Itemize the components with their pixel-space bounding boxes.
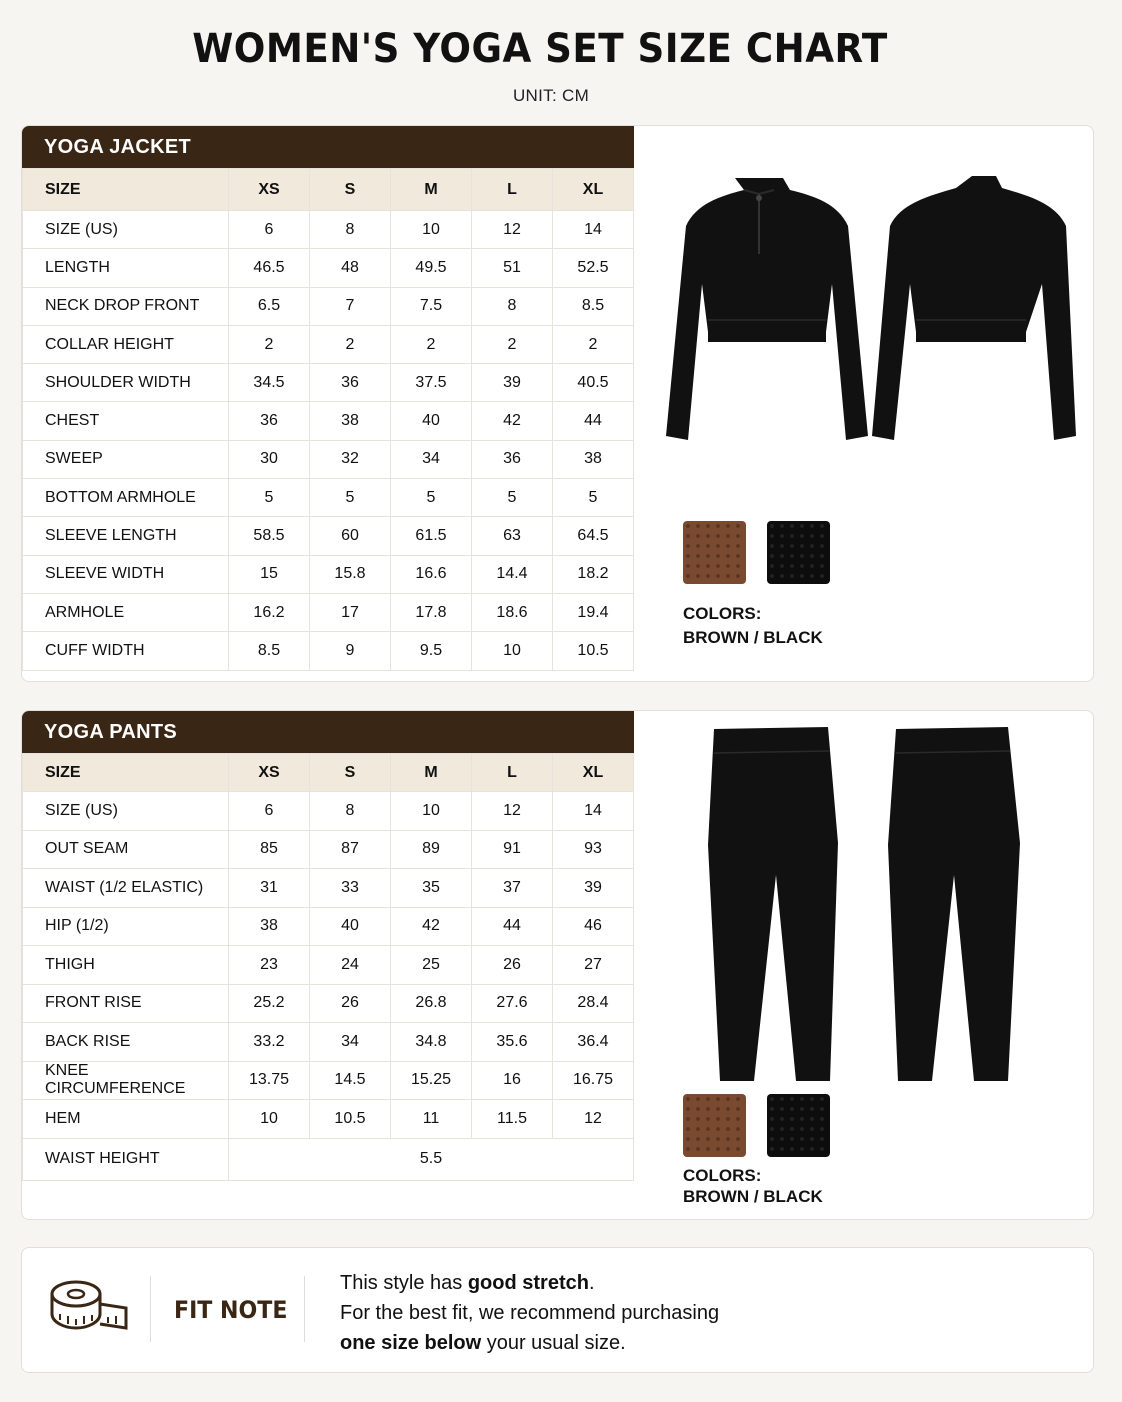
size-header-cell: XL (553, 169, 634, 211)
pants-size-table (22, 753, 634, 1181)
colors-value: BROWN / BLACK (683, 1187, 823, 1206)
table-cell: 35 (391, 869, 472, 908)
table-cell: 15.8 (310, 555, 391, 593)
table-cell: 25.2 (229, 984, 310, 1023)
table-cell: 8.5 (229, 632, 310, 670)
pants-back-image (884, 725, 1024, 1085)
colors-label: COLORS: (683, 1166, 762, 1185)
table-cell: 39 (472, 364, 553, 402)
table-cell: 42 (472, 402, 553, 440)
size-header-cell: M (391, 754, 472, 792)
pants-heading: YOGA PANTS (22, 711, 634, 753)
note-emphasis: good stretch (467, 1272, 589, 1294)
note-emphasis: one size below (340, 1332, 482, 1354)
table-cell: 2 (472, 325, 553, 363)
table-cell: 32 (310, 440, 391, 478)
table-cell: 36 (472, 440, 553, 478)
row-label: SWEEP (23, 440, 229, 478)
table-cell: 34.8 (391, 1023, 472, 1062)
jacket-colors (683, 602, 823, 650)
table-cell: 12 (472, 792, 553, 831)
table-row (23, 517, 634, 555)
table-row (23, 1061, 634, 1100)
table-cell: 17 (310, 593, 391, 631)
table-cell: 8 (472, 287, 553, 325)
table-cell: 37.5 (391, 364, 472, 402)
row-label: BOTTOM ARMHOLE (23, 479, 229, 517)
table-cell: 28.4 (553, 984, 634, 1023)
page-title: WOMEN'S YOGA SET SIZE CHART (192, 26, 888, 72)
row-label: SLEEVE LENGTH (23, 517, 229, 555)
table-cell: 11.5 (472, 1100, 553, 1139)
table-cell: 18.2 (553, 555, 634, 593)
table-cell: 5 (310, 479, 391, 517)
jacket-back-image (870, 174, 1094, 446)
table-cell: 46.5 (229, 249, 310, 287)
table-row (23, 364, 634, 402)
table-cell: 37 (472, 869, 553, 908)
table-cell: 61.5 (391, 517, 472, 555)
table-cell: 18.6 (472, 593, 553, 631)
jacket-heading: YOGA JACKET (22, 126, 634, 168)
table-cell: 12 (553, 1100, 634, 1139)
table-cell: 8.5 (553, 287, 634, 325)
fit-note-label: FIT NOTE (174, 1296, 288, 1324)
size-header-cell: S (310, 754, 391, 792)
table-cell: 58.5 (229, 517, 310, 555)
unit-label: UNIT: CM (512, 86, 590, 105)
table-cell: 5 (472, 479, 553, 517)
table-cell: 42 (391, 907, 472, 946)
table-cell: 16.2 (229, 593, 310, 631)
table-cell: 38 (553, 440, 634, 478)
table-cell: 6 (229, 792, 310, 831)
table-cell: 48 (310, 249, 391, 287)
table-cell: 85 (229, 830, 310, 869)
table-row (23, 593, 634, 631)
table-cell: 8 (310, 211, 391, 249)
table-cell: 38 (229, 907, 310, 946)
row-label: COLLAR HEIGHT (23, 325, 229, 363)
table-cell: 5 (229, 479, 310, 517)
table-cell: 25 (391, 946, 472, 985)
note-text-span: . (588, 1272, 595, 1294)
colors-value: BROWN / BLACK (683, 628, 823, 647)
table-cell: 16.75 (553, 1061, 634, 1100)
row-label: OUT SEAM (23, 830, 229, 869)
table-cell: 7 (310, 287, 391, 325)
table-cell: 40 (391, 402, 472, 440)
row-label: WAIST HEIGHT (23, 1138, 229, 1180)
table-cell: 40.5 (553, 364, 634, 402)
table-cell: 34 (310, 1023, 391, 1062)
pants-front-image (704, 725, 844, 1085)
table-cell: 39 (553, 869, 634, 908)
table-cell: 44 (472, 907, 553, 946)
table-cell: 46 (553, 907, 634, 946)
table-row (23, 325, 634, 363)
size-header-cell: S (310, 169, 391, 211)
table-row (23, 440, 634, 478)
table-cell: 24 (310, 946, 391, 985)
table-cell: 34.5 (229, 364, 310, 402)
table-cell: 60 (310, 517, 391, 555)
divider (150, 1276, 151, 1342)
table-row (23, 946, 634, 985)
table-cell: 2 (229, 325, 310, 363)
table-cell: 36 (229, 402, 310, 440)
note-text-span: your usual size. (481, 1332, 626, 1354)
table-cell: 31 (229, 869, 310, 908)
table-row (23, 1023, 634, 1062)
row-label: HEM (23, 1100, 229, 1139)
table-row (23, 1100, 634, 1139)
size-header-cell: XS (229, 754, 310, 792)
table-cell: 10.5 (310, 1100, 391, 1139)
table-cell: 11 (391, 1100, 472, 1139)
table-row (23, 555, 634, 593)
row-label: SHOULDER WIDTH (23, 364, 229, 402)
table-cell: 5.5 (229, 1138, 634, 1180)
table-cell: 33 (310, 869, 391, 908)
note-line-2: For the best fit, we recommend purchasing (340, 1302, 720, 1324)
table-row (23, 402, 634, 440)
row-label: BACK RISE (23, 1023, 229, 1062)
table-row (23, 984, 634, 1023)
size-header-cell: XS (229, 169, 310, 211)
table-cell: 89 (391, 830, 472, 869)
table-row (23, 479, 634, 517)
brown-swatch (683, 1094, 746, 1157)
jacket-card (21, 125, 1094, 682)
row-label: WAIST (1/2 ELASTIC) (23, 869, 229, 908)
row-label: SIZE (US) (23, 792, 229, 831)
row-label: SIZE (US) (23, 211, 229, 249)
table-cell: 2 (310, 325, 391, 363)
table-row (23, 1138, 634, 1180)
table-cell: 30 (229, 440, 310, 478)
table-cell: 91 (472, 830, 553, 869)
jacket-front-image (650, 174, 882, 446)
table-cell: 93 (553, 830, 634, 869)
table-cell: 27.6 (472, 984, 553, 1023)
table-cell: 5 (391, 479, 472, 517)
divider (304, 1276, 305, 1342)
size-header-row (23, 169, 634, 211)
table-cell: 6.5 (229, 287, 310, 325)
table-cell: 2 (553, 325, 634, 363)
table-cell: 63 (472, 517, 553, 555)
table-cell: 15 (229, 555, 310, 593)
black-swatch (767, 1094, 830, 1157)
row-label: SLEEVE WIDTH (23, 555, 229, 593)
table-cell: 19.4 (553, 593, 634, 631)
table-row (23, 287, 634, 325)
table-cell: 64.5 (553, 517, 634, 555)
size-header-row (23, 754, 634, 792)
table-row (23, 830, 634, 869)
note-line-1 (340, 1268, 719, 1298)
table-cell: 33.2 (229, 1023, 310, 1062)
table-cell: 15.25 (391, 1061, 472, 1100)
row-label: KNEE CIRCUMFERENCE (23, 1061, 229, 1100)
table-cell: 87 (310, 830, 391, 869)
note-text-span: This style has (340, 1272, 468, 1294)
table-row (23, 792, 634, 831)
table-cell: 38 (310, 402, 391, 440)
table-cell: 8 (310, 792, 391, 831)
table-cell: 16 (472, 1061, 553, 1100)
table-cell: 10 (391, 792, 472, 831)
row-label: CHEST (23, 402, 229, 440)
row-label: FRONT RISE (23, 984, 229, 1023)
fit-note-text (340, 1268, 719, 1358)
table-cell: 2 (391, 325, 472, 363)
table-cell: 44 (553, 402, 634, 440)
table-cell: 10.5 (553, 632, 634, 670)
size-header-cell: XL (553, 754, 634, 792)
table-cell: 7.5 (391, 287, 472, 325)
table-cell: 36 (310, 364, 391, 402)
table-row (23, 632, 634, 670)
table-cell: 5 (553, 479, 634, 517)
table-cell: 10 (472, 632, 553, 670)
black-swatch (767, 521, 830, 584)
brown-swatch (683, 521, 746, 584)
size-header-cell: SIZE (23, 169, 229, 211)
table-cell: 13.75 (229, 1061, 310, 1100)
size-header-cell: SIZE (23, 754, 229, 792)
fit-note-card (21, 1247, 1094, 1373)
size-header-cell: L (472, 754, 553, 792)
table-cell: 9.5 (391, 632, 472, 670)
table-cell: 27 (553, 946, 634, 985)
colors-label: COLORS: (683, 604, 762, 623)
table-cell: 14 (553, 211, 634, 249)
table-cell: 51 (472, 249, 553, 287)
table-cell: 6 (229, 211, 310, 249)
row-label: CUFF WIDTH (23, 632, 229, 670)
table-cell: 14 (553, 792, 634, 831)
table-cell: 9 (310, 632, 391, 670)
table-cell: 26 (310, 984, 391, 1023)
row-label: ARMHOLE (23, 593, 229, 631)
table-cell: 35.6 (472, 1023, 553, 1062)
table-row (23, 211, 634, 249)
pants-card (21, 710, 1094, 1220)
table-row (23, 869, 634, 908)
table-cell: 14.4 (472, 555, 553, 593)
row-label: HIP (1/2) (23, 907, 229, 946)
table-row (23, 249, 634, 287)
table-cell: 10 (229, 1100, 310, 1139)
jacket-size-table (22, 168, 634, 671)
table-cell: 16.6 (391, 555, 472, 593)
measuring-tape-icon (48, 1278, 130, 1336)
table-cell: 36.4 (553, 1023, 634, 1062)
row-label: LENGTH (23, 249, 229, 287)
table-cell: 14.5 (310, 1061, 391, 1100)
note-line-3 (340, 1328, 719, 1358)
row-label: NECK DROP FRONT (23, 287, 229, 325)
table-cell: 10 (391, 211, 472, 249)
table-row (23, 907, 634, 946)
table-cell: 49.5 (391, 249, 472, 287)
table-cell: 40 (310, 907, 391, 946)
size-header-cell: M (391, 169, 472, 211)
table-cell: 12 (472, 211, 553, 249)
table-cell: 17.8 (391, 593, 472, 631)
table-cell: 26 (472, 946, 553, 985)
table-cell: 52.5 (553, 249, 634, 287)
table-cell: 23 (229, 946, 310, 985)
table-cell: 26.8 (391, 984, 472, 1023)
row-label: THIGH (23, 946, 229, 985)
size-header-cell: L (472, 169, 553, 211)
table-cell: 34 (391, 440, 472, 478)
pants-colors (683, 1165, 823, 1207)
